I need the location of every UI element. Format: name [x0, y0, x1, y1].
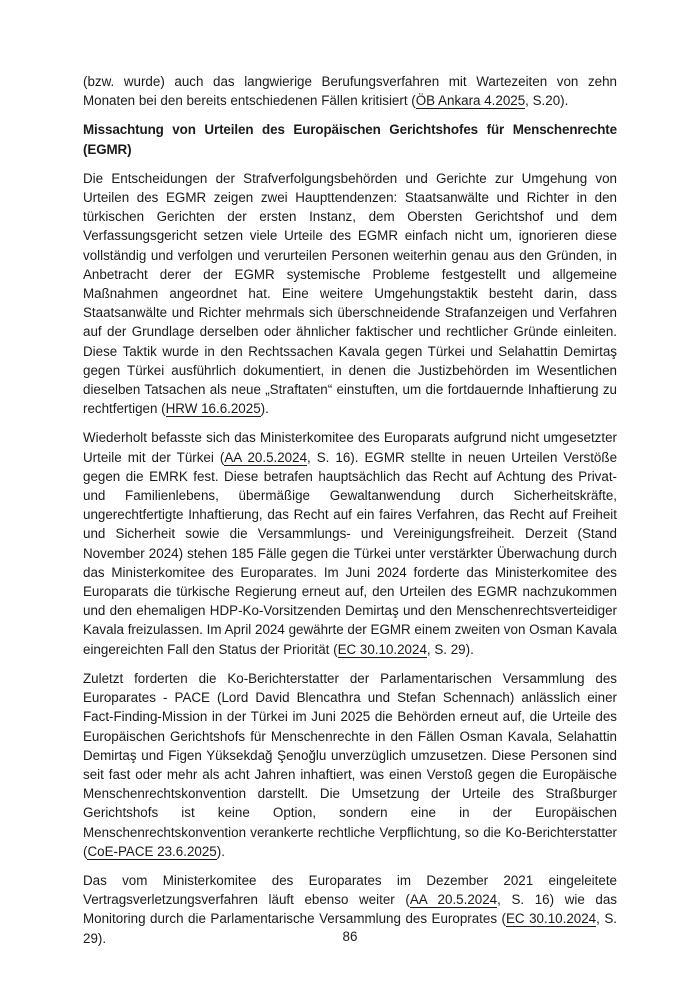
paragraph-text: ). — [260, 401, 269, 417]
paragraph-text: Zuletzt forderten die Ko-Berichterstatter der Parlamentarischen Versammlung des Europarates - PACE (Lord David Blencathra und Stefan Schennach) anlässlich einer Fact-Finding-Mission in der Türkei im Juni 2025 die Behörden erneut auf, die Urteile des Europäischen Gerichtshofs für Menschenrechte in den Fällen Osman Kavala, Selahattin Demirtaş und Figen Yüksekdağ Şenoğlu unverzüglich umzusetzen. Diese Personen sind seit fast oder mehr als acht Jahren inhaftiert, was einen Verstoß gegen die Europäische Menschenrechtskonvention darstellt. Die Umsetzung der Urteile des Straßburger Gerichtshofs ist keine Option, sondern eine in der Europäischen Menschenrechtskonvention verankerte rechtliche Verpflichtung, so die Ko-Berichterstatter ( — [83, 670, 617, 859]
paragraph-text: , S. 29). — [83, 911, 617, 946]
paragraph-text: Die Entscheidungen der Strafverfolgungsbehörden und Gerichte zur Umgehung von Urteilen des EGMR zeigen zwei Haupttendenzen: Staatsanwälte und Richter in den türkischen Gerichten der ersten Instanz, dem Obersten Gerichtshof und dem Verfassungsgericht setzen viele Urteile des EGMR einfach nicht um, ignorieren diese vollständig und verfolgen und verurteilen Personen weiterhin genau aus den Gründen, in Anbetracht derer der EGMR systemische Probleme festgestellt und allgemeine Maßnahmen angeordnet hat. Eine weitere Umgehungstaktik besteht darin, dass Staatsanwälte und Richter mehrmals sich überschneidende Strafanzeigen und Verfahren auf der Grundlage derselben oder ähnlicher faktischer und rechtlicher Gründe einleiten. Diese Taktik wurde in den Rechtssachen Kavala gegen Türkei und Selahattin Demirtaş gegen Türkei ausführlich dokumentiert, in denen die Justizbehörden im Wesentlichen dieselben Tatsachen als neue „Straftaten“ einstuften, um die fortdauernde Inhaftierung zu rechtfertigen ( — [83, 170, 617, 417]
document-page — [83, 72, 617, 958]
body-paragraph-1 — [83, 169, 617, 419]
paragraph-text: Das vom Ministerkomitee des Europarates im Dezember 2021 eingeleitete Vertragsverletzungsverfahren läuft ebenso weiter ( — [83, 872, 617, 908]
paragraph-text: , S. 16) wie das Monitoring durch die Parlamentarische Versammlung des Europrates ( — [83, 892, 617, 927]
paragraph-text: , S. 29). — [426, 641, 474, 657]
source-reference-link[interactable]: EC 30.10.2024 — [337, 641, 427, 657]
source-reference-link[interactable]: EC 30.10.2024 — [506, 911, 597, 927]
paragraph-text: , S.20). — [525, 93, 569, 109]
source-reference-link[interactable]: CoE-PACE 23.6.2025 — [87, 843, 217, 859]
paragraph-text: , S. 16). EGMR stellte in neuen Urteilen Verstöße gegen die EMRK fest. Diese betrafen hauptsächlich das Recht auf Achtung des Privat- und Familienlebens, übermäßige Gewaltanwendung durch Sicherheitskräfte, ungerechtfertigte Inhaftierung, das Recht auf ein faires Verfahren, das Recht auf Freiheit und Sicherheit sowie die Versammlungs- und Vereinigungsfreiheit. Derzeit (Stand November 2024) stehen 185 Fälle gegen die Türkei unter verstärkter Überwachung durch das Ministerkomitee des Europarates. Im Juni 2024 forderte das Ministerkomitee des Europarats die türkische Regierung erneut auf, den Urteilen des EGMR nachzukommen und den ehemaligen HDP-Ko-Vorsitzenden Demirtaş und den Menschenrechtsverteidiger Kavala freizulassen. Im April 2024 gewährte der EGMR einem zweiten von Osman Kavala eingereichten Fall den Status der Priorität ( — [83, 449, 618, 657]
body-paragraph-2 — [83, 428, 617, 658]
intro-paragraph — [83, 72, 617, 110]
source-reference-link[interactable]: AA 20.5.2024 — [409, 892, 498, 908]
paragraph-text: ). — [216, 843, 225, 859]
page-number: 86 — [342, 929, 358, 944]
source-reference-link[interactable]: AA 20.5.2024 — [224, 449, 308, 465]
paragraph-text: (bzw. wurde) auch das langwierige Berufungsverfahren mit Wartezeiten von zehn Monaten bei den bereits entschiedenen Fällen kritisiert ( — [83, 74, 617, 109]
section-heading: Missachtung von Urteilen des Europäischen Gerichtshofes für Menschenrechte (EGMR) — [83, 122, 617, 157]
body-paragraph-3 — [83, 669, 617, 861]
source-reference-link[interactable]: ÖB Ankara 4.2025 — [415, 93, 526, 109]
paragraph-text: Wiederholt befasste sich das Ministerkomitee des Europarats aufgrund nicht umgesetzter Urteile mit der Türkei ( — [83, 430, 617, 465]
source-reference-link[interactable]: HRW 16.6.2025 — [165, 401, 261, 417]
